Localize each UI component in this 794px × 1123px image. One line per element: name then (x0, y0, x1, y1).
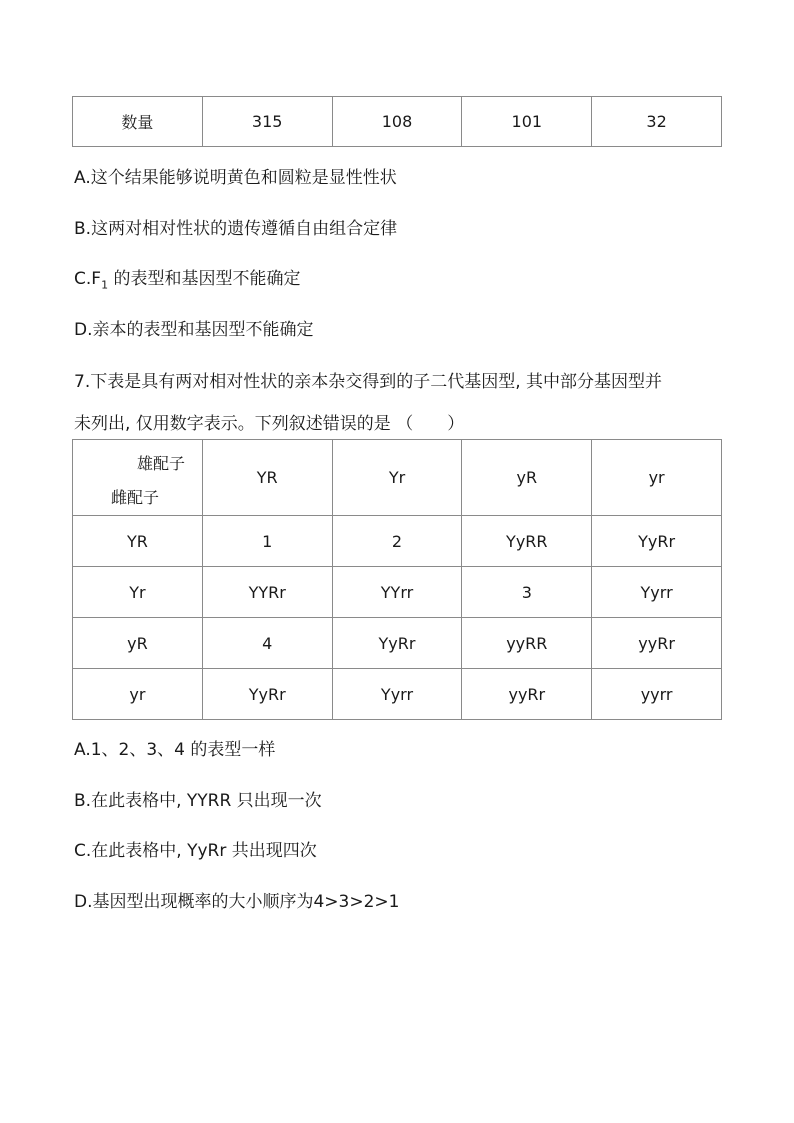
table-cell: YyRr (202, 669, 332, 720)
column-header: YR (202, 440, 332, 516)
header-row (73, 440, 722, 516)
table-cell: 2 (332, 516, 462, 567)
table-cell: YyRr (332, 618, 462, 669)
table-cell: 1 (202, 516, 332, 567)
q7-stem-line1: 7.下表是具有两对相对性状的亲本杂交得到的子二代基因型, 其中部分基因型并 (74, 372, 663, 392)
row-header: Yr (73, 567, 203, 618)
table-cell: yyRr (592, 618, 722, 669)
row-header: yr (73, 669, 203, 720)
option-c-prefix: C.F (74, 269, 102, 289)
q7-option-d: D.基因型出现概率的大小顺序为4>3>2>1 (74, 892, 400, 912)
table-row (73, 516, 722, 567)
table-cell: Yyrr (592, 567, 722, 618)
count-table (72, 96, 722, 147)
table-cell: 108 (332, 97, 462, 147)
q6-option-c (74, 264, 300, 291)
subscript: 1 (101, 278, 109, 292)
table-row (73, 97, 722, 147)
female-gamete-label: 雌配子 (111, 488, 160, 507)
table-cell: Yyrr (332, 669, 462, 720)
q6-option-d: D.亲本的表型和基因型不能确定 (74, 320, 314, 340)
q6-option-b: B.这两对相对性状的遗传遵循自由组合定律 (74, 219, 398, 239)
male-gamete-label: 雄配子 (137, 454, 186, 473)
table-row (73, 567, 722, 618)
q7-option-c: C.在此表格中, YyRr 共出现四次 (74, 841, 317, 861)
table-cell: YyRR (462, 516, 592, 567)
table-cell: 101 (462, 97, 592, 147)
table-cell: yyRR (462, 618, 592, 669)
table-cell: 32 (592, 97, 722, 147)
table-row (73, 618, 722, 669)
table-cell: 数量 (73, 97, 203, 147)
q6-option-a: A.这个结果能够说明黄色和圆粒是显性性状 (74, 168, 397, 188)
table-cell: yyrr (592, 669, 722, 720)
corner-cell (73, 440, 203, 516)
genotype-table (72, 439, 722, 720)
q7-stem-line2: 未列出, 仅用数字表示。下列叙述错误的是 （ ） (74, 414, 465, 434)
column-header: Yr (332, 440, 462, 516)
column-header: yR (462, 440, 592, 516)
table-cell: yyRr (462, 669, 592, 720)
table-row (73, 669, 722, 720)
q7-option-b: B.在此表格中, YYRR 只出现一次 (74, 791, 322, 811)
row-header: yR (73, 618, 203, 669)
q7-option-a: A.1、2、3、4 的表型一样 (74, 740, 276, 760)
row-header: YR (73, 516, 203, 567)
table-cell: 315 (202, 97, 332, 147)
table-cell: 4 (202, 618, 332, 669)
option-c-text: 的表型和基因型不能确定 (108, 269, 301, 289)
table-cell: 3 (462, 567, 592, 618)
table-cell: YyRr (592, 516, 722, 567)
table-cell: YYrr (332, 567, 462, 618)
column-header: yr (592, 440, 722, 516)
table-cell: YYRr (202, 567, 332, 618)
